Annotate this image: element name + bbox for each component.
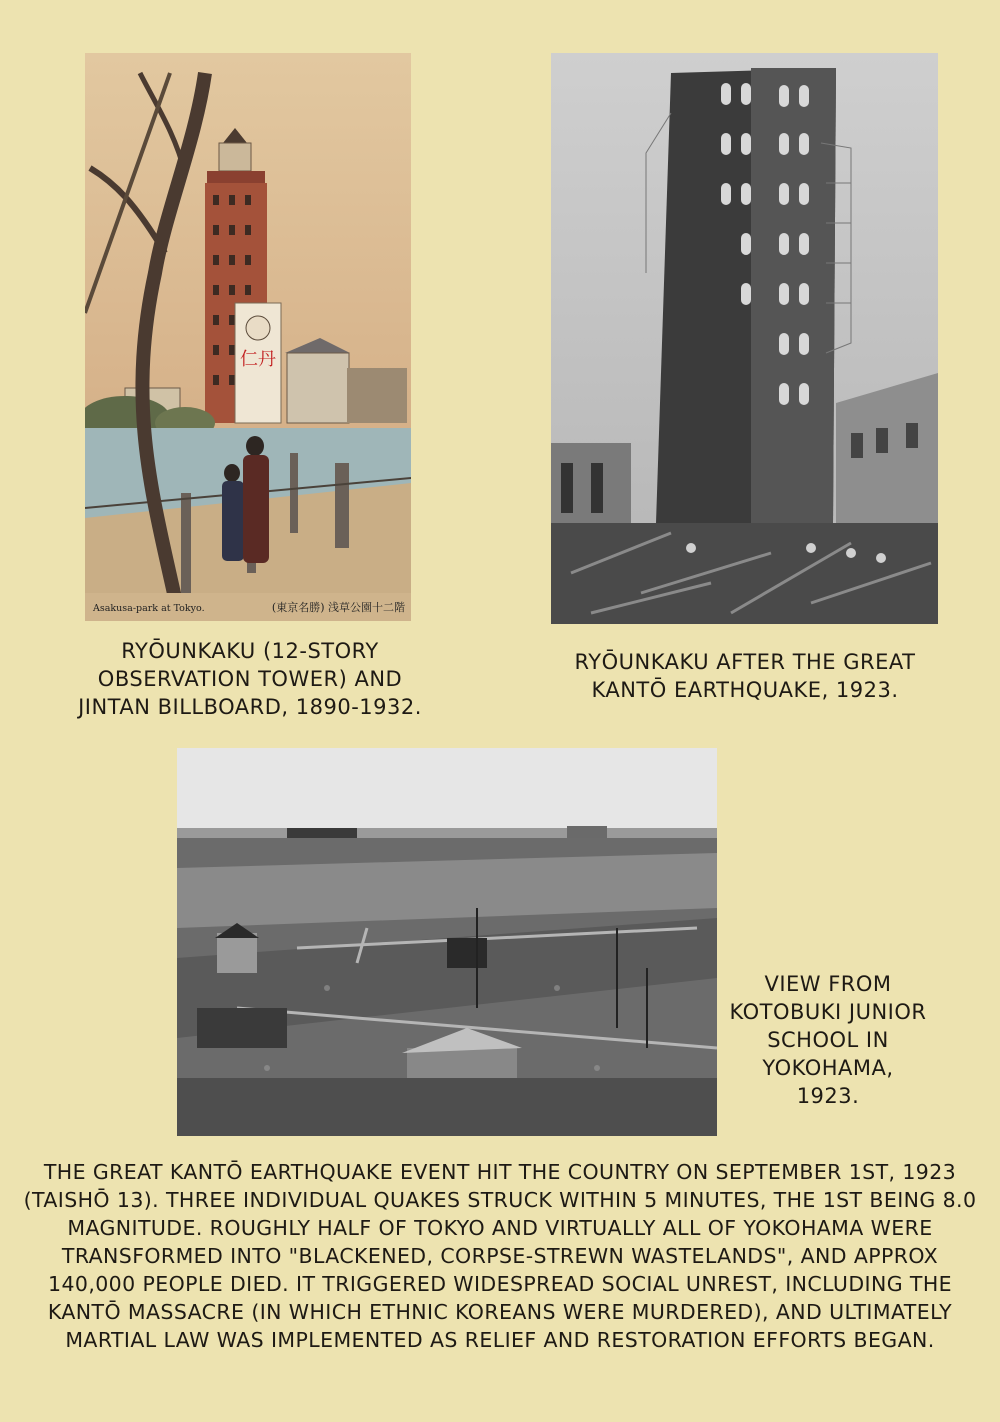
postcard-footer-english: Asakusa-park at Tokyo. xyxy=(93,603,205,614)
yokohama-view-photo xyxy=(177,748,717,1136)
earthquake-description: THE GREAT KANTŌ EARTHQUAKE EVENT HIT THE COUNTRY ON SEPTEMBER 1ST, 1923 (TAISHŌ 13). THREE INDIVIDUAL QUAKES STRUCK WITHIN 5 MINUTES, THE 1ST BEING 8.0 MAGNITUDE. ROUGHLY HALF OF TOKYO AND VIRTUALLY ALL OF YOKOHAMA WERE TRANSFORMED INTO "BLACKENED, CORPSE-STREWN WASTELANDS", AND APPROX 140,000 PEOPLE DIED. IT TRIGGERED WIDESPREAD SOCIAL UNREST, INCLUDING THE KANTŌ MASSACRE (IN WHICH ETHNIC KOREANS WERE MURDERED), AND ULTIMATELY MARTIAL LAW WAS IMPLEMENTED AS RELIEF AND RESTORATION EFFORTS BEGAN. xyxy=(23,1160,977,1352)
postcard-footer-japanese: (東京名勝) 浅草公園十二階 xyxy=(271,601,405,614)
ruined-tower-caption: RYŌUNKAKU AFTER THE GREAT KANTŌ EARTHQUAKE, 1923. xyxy=(574,650,916,702)
ryounkaku-postcard-photo xyxy=(85,53,411,621)
postcard-caption: RYŌUNKAKU (12-STORY OBSERVATION TOWER) AND JINTAN BILLBOARD, 1890-1932. xyxy=(78,639,422,719)
ruined-tower-photo xyxy=(551,53,938,624)
yokohama-view-caption: VIEW FROM KOTOBUKI JUNIOR SCHOOL IN YOKOHAMA, 1923. xyxy=(729,972,927,1108)
billboard-text: 仁丹 xyxy=(240,349,276,370)
